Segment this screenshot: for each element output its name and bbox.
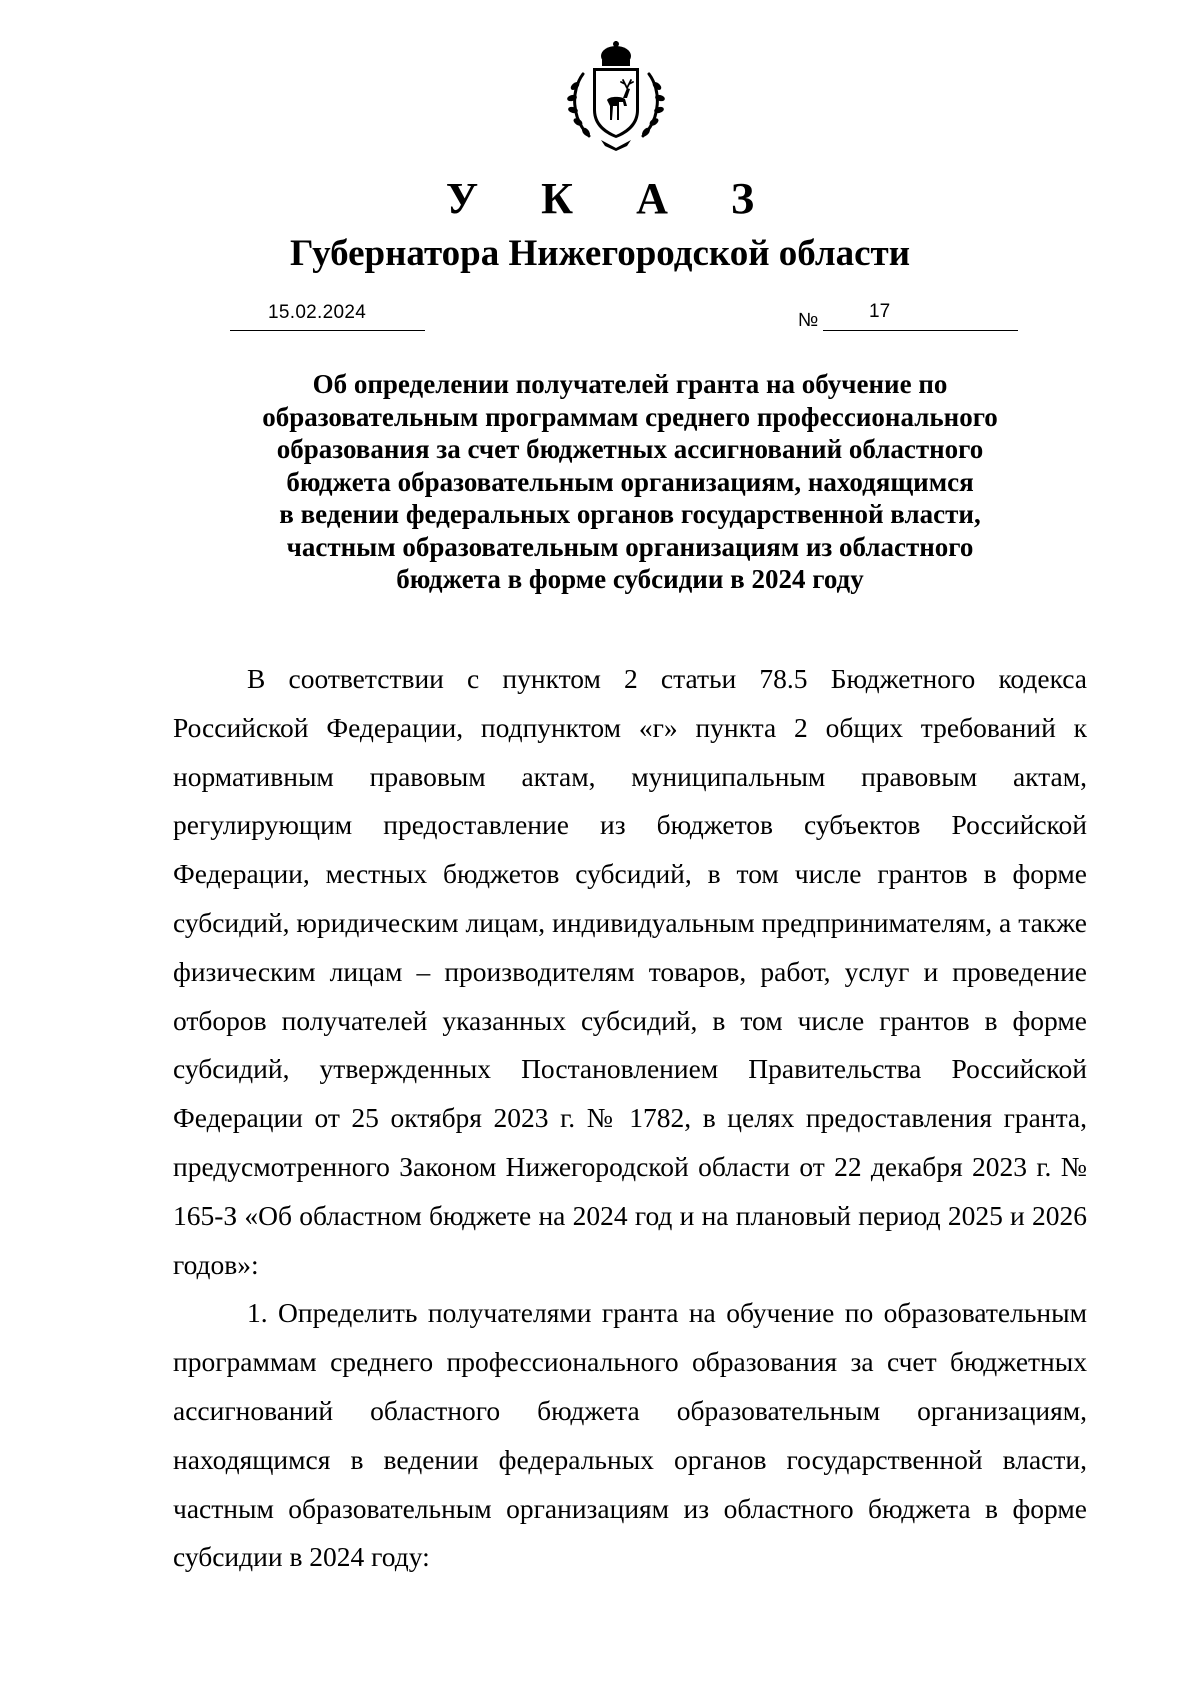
title-line: бюджета в форме субсидии в 2024 году	[396, 564, 864, 594]
title-line: частным образовательным организациям из областного	[286, 531, 974, 562]
issuing-authority-heading: Губернатора Нижегородской области	[289, 233, 911, 274]
document-date: 15.02.2024	[268, 302, 367, 323]
item-1-paragraph: 1. Определить получателями гранта на обучение по образовательным программам среднего профессионального образования за счет бюджетных ассигнований областного бюджета образовательным организациям, находящимся в ведении федеральных органов государственной власти, частным образовательным организациям из областного бюджета в форме субсидии в 2024 году:	[173, 1297, 1087, 1573]
date-field	[230, 300, 425, 331]
number-label: №	[798, 310, 819, 331]
title-line: Об определении получателей гранта на обучение по	[312, 369, 948, 399]
number-field	[823, 300, 1018, 331]
coat-of-arms-emblem	[561, 40, 671, 152]
title-line: в ведении федеральных органов государственной власти,	[279, 499, 981, 529]
title-line: образовательным программам среднего профессионального	[262, 401, 998, 432]
document-body	[173, 655, 1087, 1582]
crown-icon	[601, 41, 631, 66]
document-number: 17	[869, 301, 891, 322]
document-type-heading: У К А З	[445, 174, 781, 223]
document-title	[200, 368, 1060, 596]
title-line: бюджета образовательным организациям, находящимся	[286, 466, 974, 497]
title-line: образования за счет бюджетных ассигнований областного	[276, 434, 984, 464]
preamble-paragraph: В соответствии с пунктом 2 статьи 78.5 Бюджетного кодекса Российской Федерации, подпунктом «г» пункта 2 общих требований к нормативным правовым актам, муниципальным правовым актам, регулирующим предоставление из бюджетов субъектов Российской Федерации, местных бюджетов субсидий, в том числе грантов в форме субсидий, юридическим лицам, индивидуальным предпринимателям, а также физическим лицам – производителям товаров, работ, услуг и проведение отборов получателей указанных субсидий, в том числе грантов в форме субсидий, утвержденных Постановлением Правительства Российской Федерации от 25 октября 2023 г. № 1782, в целях предоставления гранта, предусмотренного Законом Нижегородской области от 22 декабря 2023 г. № 165-З «Об областном бюджете на 2024 год и на плановый период 2025 и 2026 годов»:	[173, 663, 1087, 1280]
